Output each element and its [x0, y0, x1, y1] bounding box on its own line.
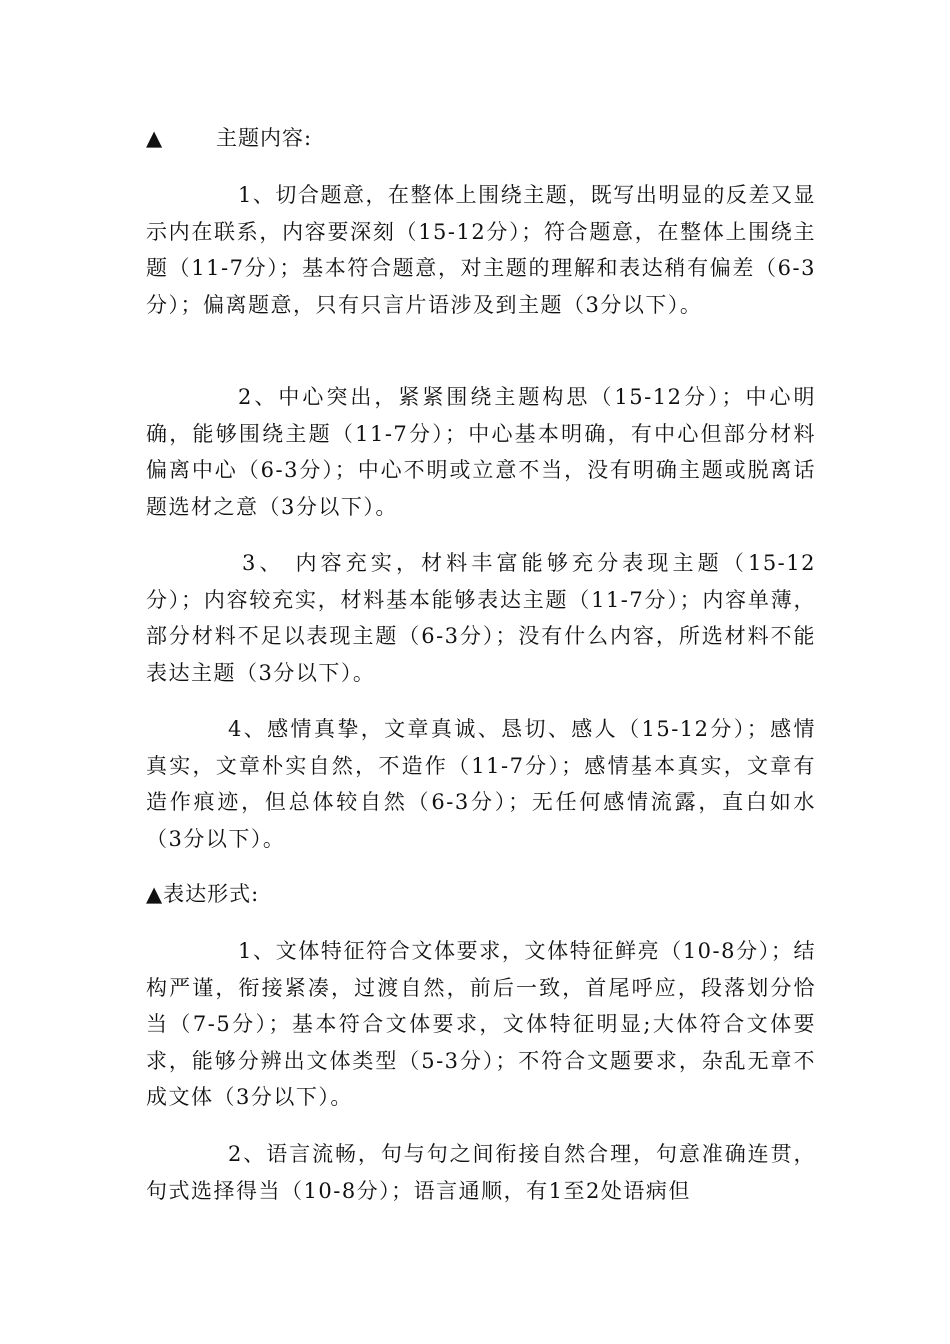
triangle-bullet-icon: ▲ — [146, 126, 164, 150]
paragraph-theme-3: 3、 内容充实，材料丰富能够充分表现主题（15-12分）；内容较充实，材料基本能够表达主题（11-7分）；内容单薄，部分材料不足以表现主题（6-3分）；没有什么内容，所选材料不能表达主题（3分以下）。 — [146, 551, 816, 685]
paragraph-theme-1: 1、切合题意，在整体上围绕主题，既写出明显的反差又显示内在联系，内容要深刻（15-12分）；符合题意，在整体上围绕主题（11-7分）；基本符合题意，对主题的理解和表达稍有偏差（6-3分）；偏离题意，只有只言片语涉及到主题（3分以下）。 — [146, 183, 816, 317]
paragraph-expression-2: 2、语言流畅，句与句之间衔接自然合理，句意准确连贯，句式选择得当（10-8分）；语言通顺，有1至2处语病但 — [146, 1142, 816, 1203]
paragraph-theme-2: 2、中心突出，紧紧围绕主题构思（15-12分）；中心明确，能够围绕主题（11-7分）；中心基本明确，有中心但部分材料偏离中心（6-3分）；中心不明或立意不当，没有明确主题或脱离话题选材之意（3分以下）。 — [146, 385, 816, 519]
paragraph-expression-1: 1、文体特征符合文体要求，文体特征鲜亮（10-8分）；结构严谨，衔接紧凑，过渡自然，前后一致，首尾呼应，段落划分恰当（7-5分）；基本符合文体要求，文体特征明显;大体符合文体要求，能够分辨出文体类型（5-3分）；不符合文题要求，杂乱无章不成文体（3分以下）。 — [146, 939, 816, 1109]
section-title: 主题内容: — [216, 126, 313, 150]
section-heading-expression-form: ▲表达形式: — [146, 882, 260, 906]
section-heading-theme-content — [146, 123, 312, 153]
paragraph-theme-4: 4、感情真挚，文章真诚、恳切、感人（15-12分）；感情真实，文章朴实自然，不造作（11-7分）；感情基本真实，文章有造作痕迹，但总体较自然（6-3分）；无任何感情流露，直白如水（3分以下）。 — [146, 717, 816, 851]
